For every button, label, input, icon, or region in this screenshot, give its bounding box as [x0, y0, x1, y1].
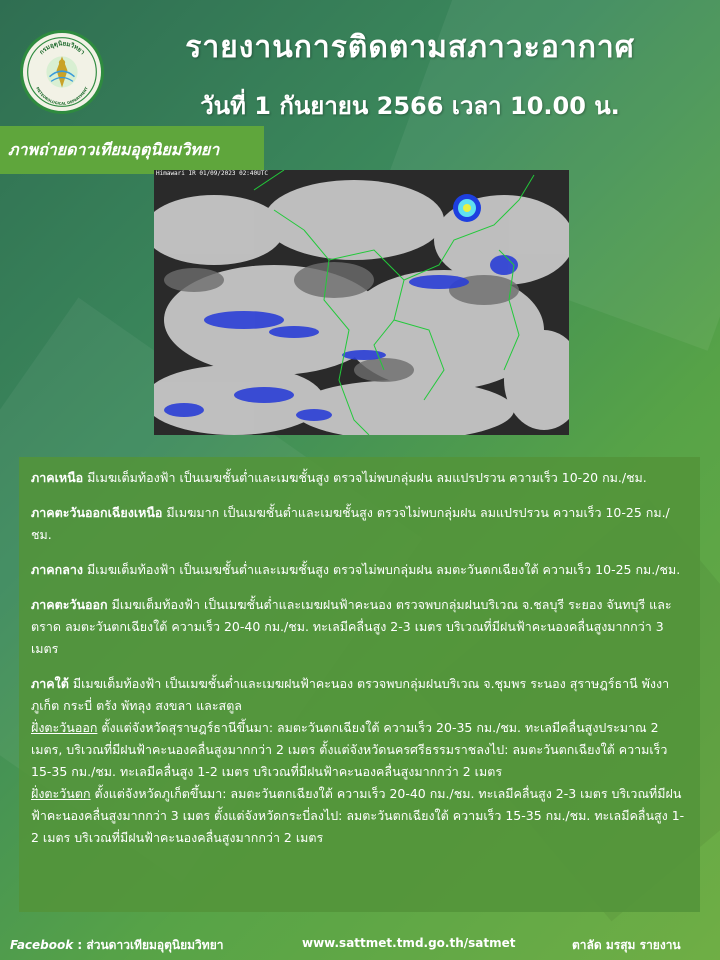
region-north: [31, 467, 690, 489]
report-date: วันที่ 1 กันยายน 2566 เวลา 10.00 น.: [200, 92, 620, 120]
tmd-logo-emblem: [23, 33, 101, 111]
logo-text-bottom: METEOROLOGICAL DEPARTMENT: [35, 86, 89, 106]
coast-text: ตั้งแต่จังหวัดสุราษฎร์ธานีขึ้นมา: ลมตะวันตกเฉียงใต้ ความเร็ว 20-35 กม./ชม. ทะเลมีคลื่นสูงประมาณ 2 เมตร, บริเวณที่มีฝนฟ้าคะนองคลื่นสูงมากกว่า 2 เมตร ตั้งแต่จังหวัดนครศรีธรรมราชลงไป: ลมตะวันตกเฉียงใต้ ความเร็ว 15-35 กม./ชม. ทะเลมีคลื่นสูง 1-2 เมตร บริเวณที่มีฝนฟ้าคะนองคลื่นสูงมากกว่า 2 เมตร: [31, 720, 668, 779]
footer-facebook[interactable]: [10, 936, 223, 955]
region-south: [31, 673, 690, 849]
footer-website-link[interactable]: www.sattmet.tmd.go.th/satmet: [302, 936, 516, 950]
region-name: ภาคตะวันออกเฉียงเหนือ: [31, 505, 163, 520]
coast-label: ฝั่งตะวันออก: [31, 720, 98, 735]
facebook-page: ส่วนดาวเทียมอุตุนิยมวิทยา: [86, 938, 224, 952]
region-name: ภาคใต้: [31, 676, 69, 691]
tmd-logo: [20, 30, 104, 114]
region-central: [31, 559, 690, 581]
south-summary: [31, 673, 690, 717]
south-west-coast: [31, 783, 690, 849]
region-east: [31, 594, 690, 660]
south-east-coast: [31, 717, 690, 783]
region-text: มีเมฆเต็มท้องฟ้า เป็นเมฆชั้นต่ำและเมฆฝนฟ้าคะนอง ตรวจพบกลุ่มฝนบริเวณ จ.ชลบุรี ระยอง จันทบุรี และตราด ลมตะวันตกเฉียงใต้ ความเร็ว 20-40 กม./ชม. ทะเลมีคลื่นสูง 2-3 เมตร บริเวณที่มีฝนฟ้าคะนองคลื่นสูงมากกว่า 3 เมตร: [31, 597, 672, 656]
region-text: มีเมฆมาก เป็นเมฆชั้นต่ำและเมฆชั้นสูง ตรวจไม่พบกลุ่มฝน ลมแปรปรวน ความเร็ว 10-25 กม./ชม.: [31, 505, 670, 542]
region-northeast: [31, 502, 690, 546]
region-text: มีเมฆเต็มท้องฟ้า เป็นเมฆชั้นต่ำและเมฆฝนฟ้าคะนอง ตรวจพบกลุ่มฝนบริเวณ จ.ชุมพร ระนอง สุราษฎร์ธานี พังงา ภูเก็ต กระบี่ ตรัง พัทลุง สงขลา และสตูล: [31, 676, 670, 713]
region-text: มีเมฆเต็มท้องฟ้า เป็นเมฆชั้นต่ำและเมฆชั้นสูง ตรวจไม่พบกลุ่มฝน ลมตะวันตกเฉียงใต้ ความเร็ว 10-25 กม./ชม.: [86, 562, 681, 577]
facebook-separator: :: [77, 938, 87, 952]
satellite-picture: [154, 170, 569, 435]
region-text: มีเมฆเต็มท้องฟ้า เป็นเมฆชั้นต่ำและเมฆชั้นสูง ตรวจไม่พบกลุ่มฝน ลมแปรปรวน ความเร็ว 10-20 กม./ชม.: [87, 470, 647, 485]
coast-text: ตั้งแต่จังหวัดภูเก็ตขึ้นมา: ลมตะวันตกเฉียงใต้ ความเร็ว 20-40 กม./ชม. ทะเลมีคลื่นสูง 2-3 เมตร บริเวณที่มีฝนฟ้าคะนองคลื่นสูงมากกว่า 3 เมตร ตั้งแต่จังหวัดกระบี่ลงไป: ลมตะวันตกเฉียงใต้ ความเร็ว 15-35 กม./ชม. ทะเลมีคลื่นสูง 1-2 เมตร บริเวณที่มีฝนฟ้าคะนองคลื่นสูงมากกว่า 2 เมตร: [31, 786, 685, 845]
logo-text-top: กรมอุตุนิยมวิทยา: [38, 40, 86, 57]
satellite-image: [154, 170, 569, 435]
page-title: รายงานการติดตามสภาวะอากาศ: [185, 30, 635, 65]
footer-reporter: ตาลัด มรสุม รายงาน: [572, 938, 681, 952]
region-name: ภาคเหนือ: [31, 470, 84, 485]
facebook-label: Facebook: [10, 938, 74, 952]
region-name: ภาคกลาง: [31, 562, 83, 577]
weather-report-panel: [19, 457, 700, 912]
coast-label: ฝั่งตะวันตก: [31, 786, 91, 801]
section-title: ภาพถ่ายดาวเทียมอุตุนิยมวิทยา: [0, 126, 264, 174]
satellite-label: Himawari IR 01/09/2023 02:40UTC: [156, 170, 268, 177]
region-name: ภาคตะวันออก: [31, 597, 108, 612]
